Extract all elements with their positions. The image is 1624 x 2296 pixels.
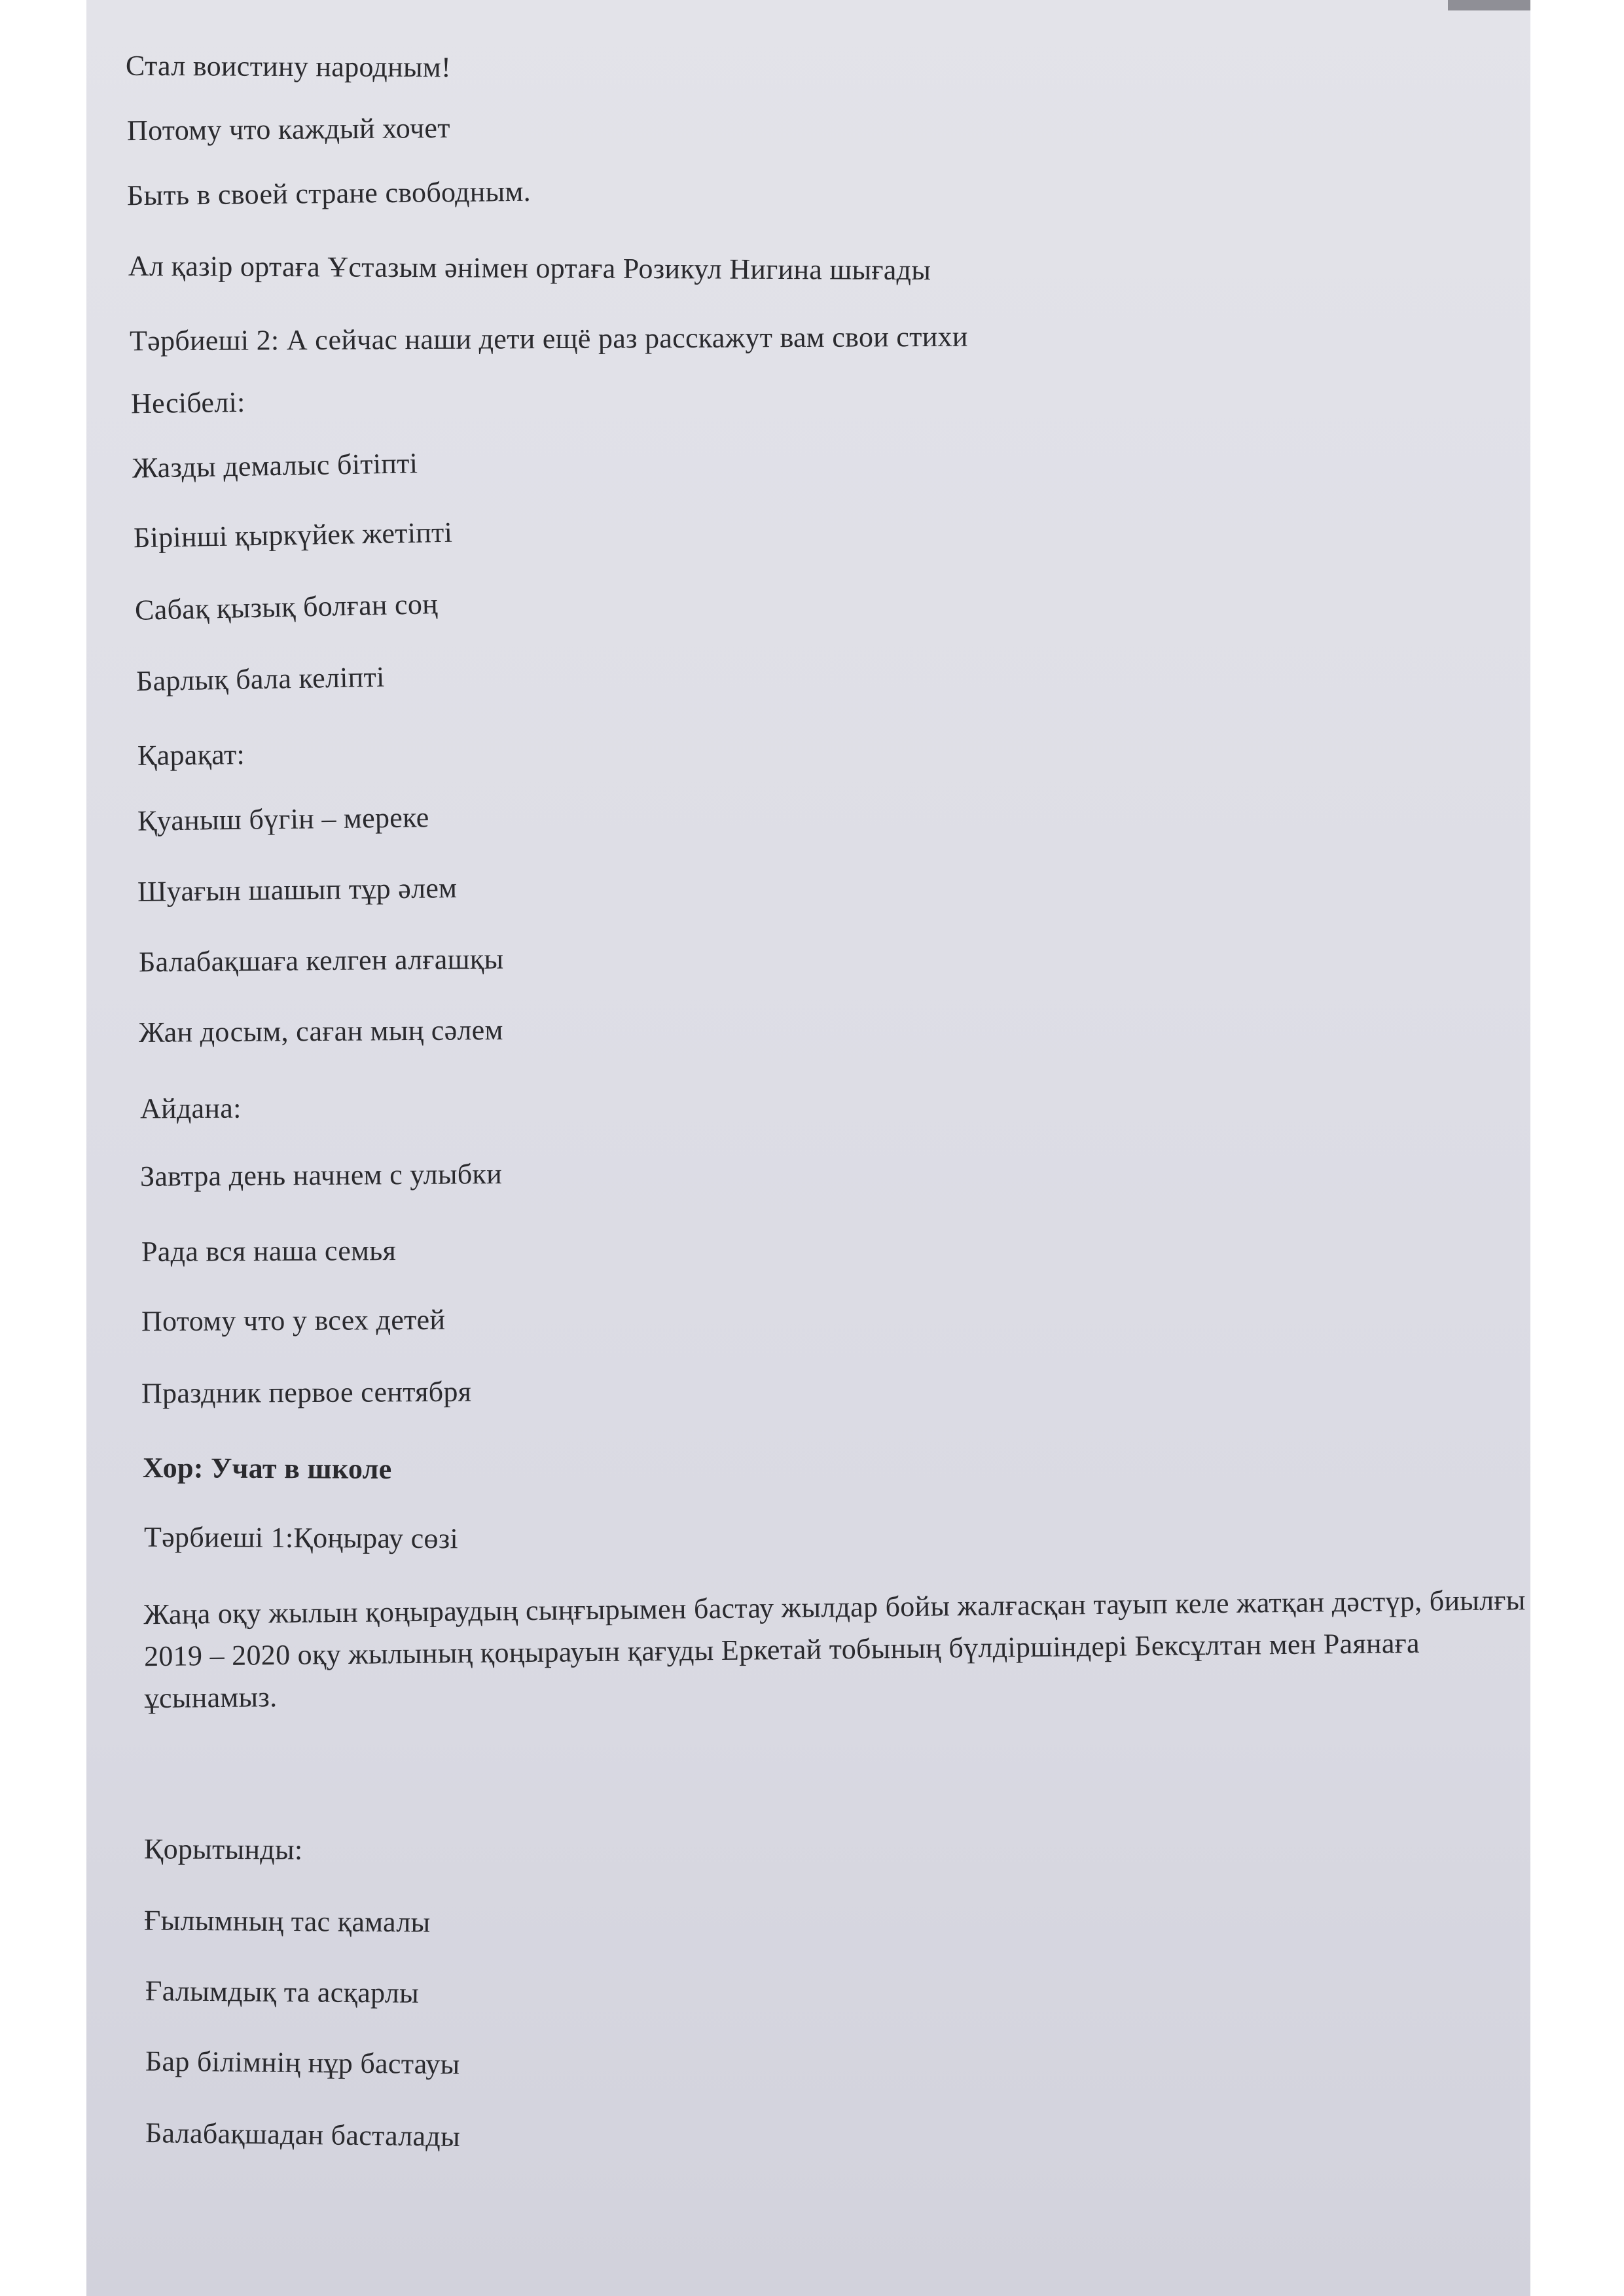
poem-line: Балабақшаға келген алғашқы <box>138 942 504 978</box>
speaker-label: Несібелі: <box>130 386 245 420</box>
scan-edge-shadow <box>1448 0 1530 10</box>
poem-line: Ғалымдық та асқарлы <box>145 1975 420 2009</box>
poem-line: Сабақ қызық болған соң <box>134 588 439 626</box>
text-line: Тәрбиеші 2: А сейчас наши дети ещё раз расскажут вам свои стихи <box>129 320 968 357</box>
poem-line: Ғылымның тас қамалы <box>143 1904 431 1939</box>
text-line: Потому что каждый хочет <box>126 111 450 147</box>
poem-line: Бар білімнің нұр бастауы <box>145 2045 460 2081</box>
conclusion-label: Қорытынды: <box>143 1833 303 1866</box>
text-line: Быть в своей стране свободным. <box>126 175 532 212</box>
bell-paragraph: Жаңа оқу жылын қоңыраудың сыңғырымен бастау жылдар бойы жалғасқан тауып келе жатқан дәстүр, биылғы 2019 – 2020 оқу жылының қоңырауын қағуды Еркетай тобының бүлдіршіндері Бексұлтан мен Раянаға ұсынамыз. <box>143 1584 1526 1715</box>
poem-line: Бірінші қыркүйек жетіпті <box>133 516 453 554</box>
poem-line: Балабақшадан басталады <box>145 2117 461 2153</box>
poem-line: Барлық бала келіпті <box>135 660 385 698</box>
text-line: Ал қазір ортаға Ұстазым әнімен ортаға Розикул Нигина шығады <box>128 249 931 287</box>
poem-line: Қуаныш бүгін – мереке <box>137 801 429 837</box>
poem-line: Жан досым, саған мың сәлем <box>138 1014 503 1049</box>
text-line: Тәрбиеші 1:Қоңырау сөзі <box>143 1520 459 1555</box>
text-line: Стал воистину народным! <box>125 49 452 84</box>
left-margin <box>0 0 86 2296</box>
poem-line: Шуағын шашып тұр әлем <box>137 872 458 908</box>
speaker-label: Айдана: <box>139 1092 242 1125</box>
poem-line: Рада вся наша семья <box>141 1234 397 1268</box>
right-margin <box>1530 0 1624 2296</box>
poem-line: Жазды демалыс бітіпті <box>132 447 418 484</box>
paper-sheet <box>86 0 1530 2296</box>
poem-line: Потому что у всех детей <box>141 1303 446 1338</box>
poem-line: Завтра день начнем с улыбки <box>139 1158 503 1193</box>
poem-line: Праздник первое сентября <box>141 1375 472 1410</box>
chorus-heading: Хор: Учат в школе <box>142 1452 392 1485</box>
speaker-label: Қарақат: <box>137 738 245 772</box>
